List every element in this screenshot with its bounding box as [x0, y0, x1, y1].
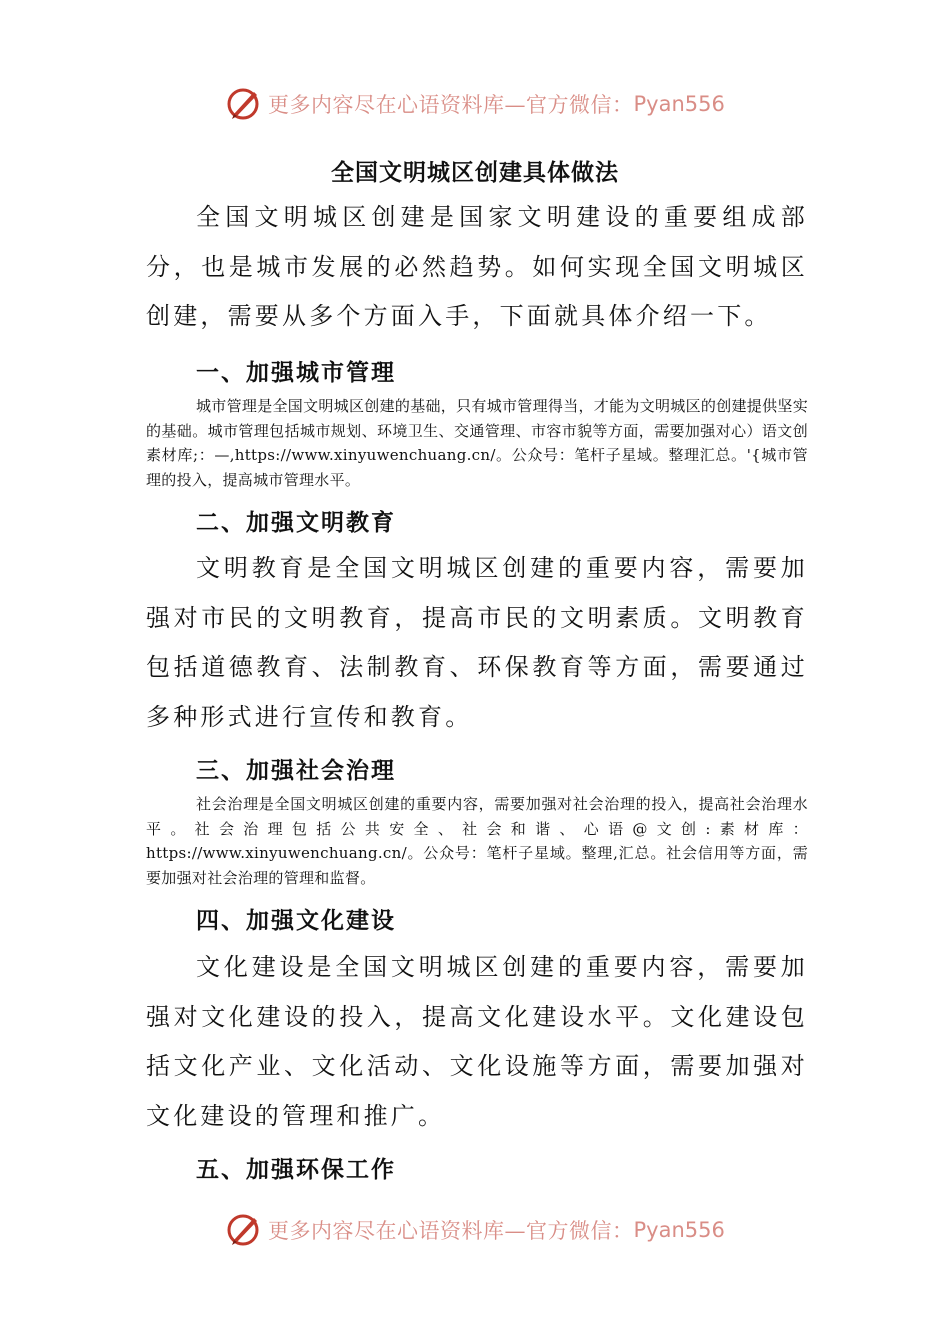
- section-heading-1: 一、加强城市管理: [196, 359, 396, 386]
- section-body-4: 文化建设是全国文明城区创建的重要内容，需要加强对文化建设的投入，提高文化建设水平。文化建设包括文化产业、文化活动、文化设施等方面，需要加强对文化建设的管理和推广。: [146, 953, 808, 1130]
- section-body-3: 社会治理是全国文明城区创建的重要内容，需要加强对社会治理的投入，提高社会治理水平。社会治理包括公共安全、社会和谐、心语@文创:素材库：https://www.xinyuwenchuang.cn/。公众号：笔杆子星域。整理,汇总。社会信用等方面，需要加强对社会治理的管理和监督。: [146, 795, 808, 887]
- section-heading-5: 五、加强环保工作: [196, 1156, 396, 1183]
- intro-paragraph: 全国文明城区创建是国家文明建设的重要组成部分，也是城市发展的必然趋势。如何实现全国文明城区创建，需要从多个方面入手，下面就具体介绍一下。: [146, 203, 808, 330]
- section-body-1: 城市管理是全国文明城区创建的基础，只有城市管理得当，才能为文明城区的创建提供坚实的基础。城市管理包括城市规划、环境卫生、交通管理、市容市貌等方面，需要加强对心）语文创素材库;：—,https://www.xinyuwenchuang.cn/。公众号：笔杆子星域。整理汇总。'{城市管理的投入，提高城市管理水平。: [146, 397, 809, 489]
- section-heading-4: 四、加强文化建设: [196, 907, 396, 934]
- section-body-2: 文明教育是全国文明城区创建的重要内容，需要加强对市民的文明教育，提高市民的文明素质。文明教育包括道德教育、法制教育、环保教育等方面，需要通过多种形式进行宣传和教育。: [146, 554, 808, 731]
- pen-logo-icon: [226, 1212, 262, 1248]
- banner-text: 更多内容尽在心语资料库—官方微信：: [268, 93, 634, 117]
- banner-wechat-id: Pyan556: [633, 92, 725, 116]
- banner-text: 更多内容尽在心语资料库—官方微信：: [268, 1219, 634, 1243]
- pen-logo-icon: [226, 86, 262, 122]
- document-title: 全国文明城区创建具体做法: [331, 159, 619, 186]
- header-watermark-banner: [226, 84, 725, 124]
- banner-wechat-id: Pyan556: [633, 1218, 725, 1242]
- section-heading-2: 二、加强文明教育: [196, 509, 396, 536]
- section-heading-3: 三、加强社会治理: [196, 757, 396, 784]
- footer-watermark-banner: [226, 1210, 725, 1250]
